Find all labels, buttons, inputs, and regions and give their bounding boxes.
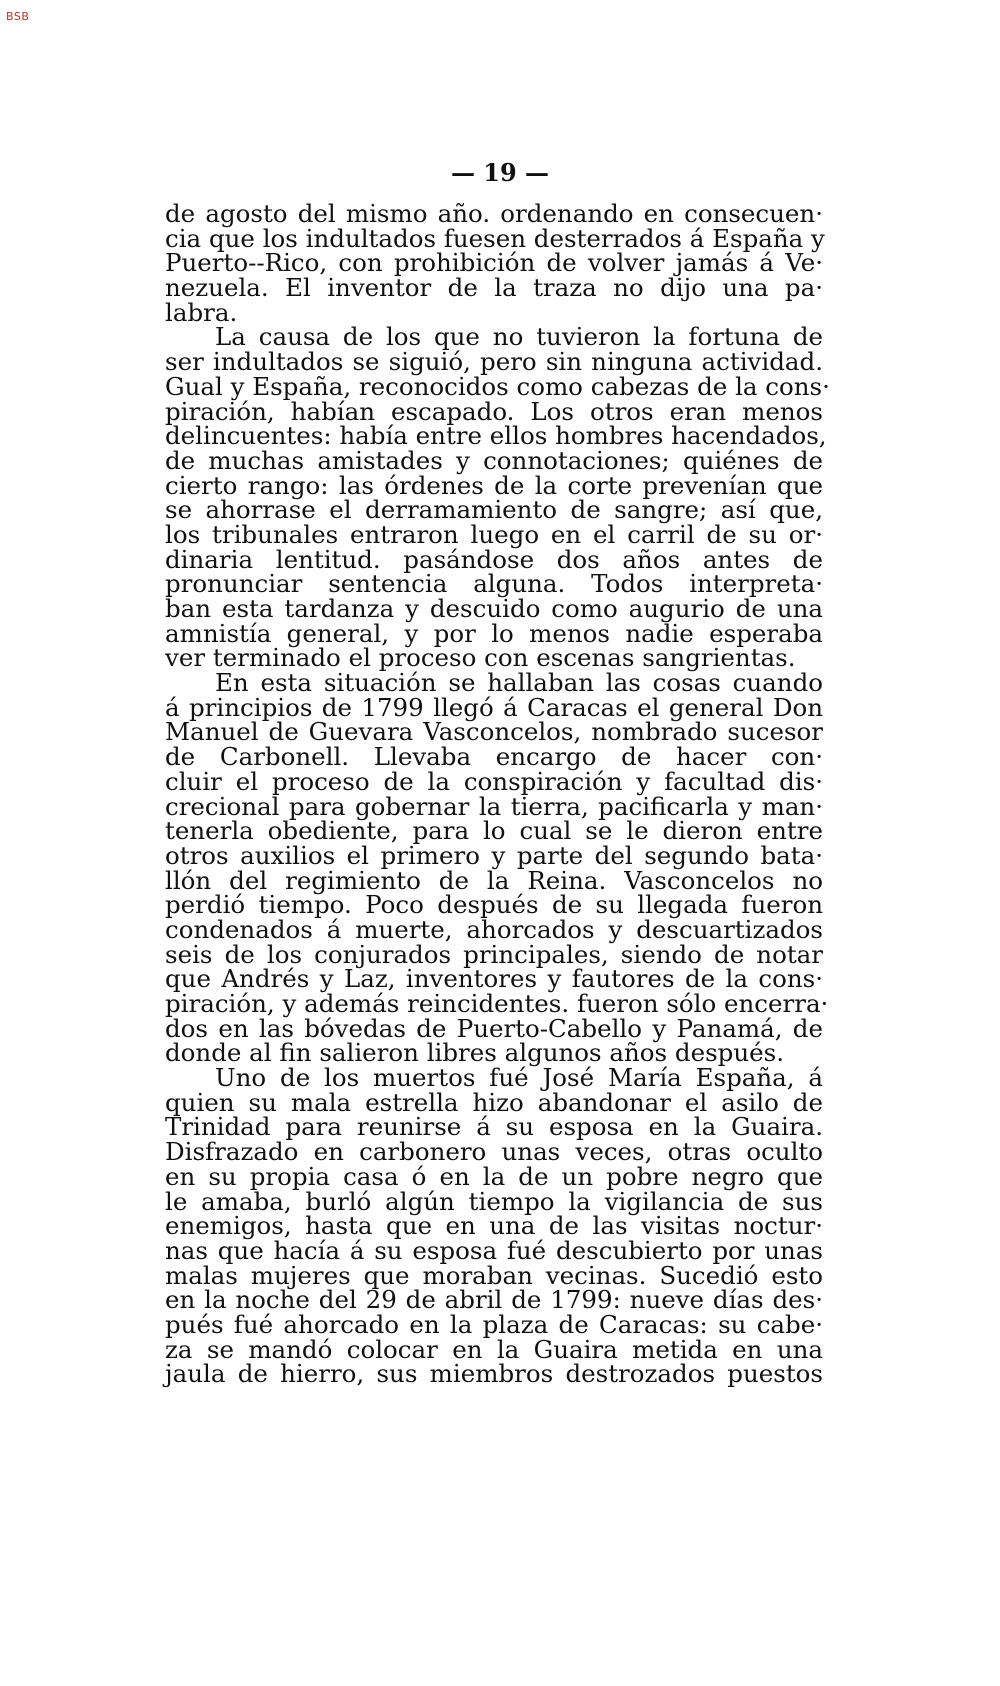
text-line: perdió tiempo. Poco después de su llegada fueron — [165, 890, 823, 920]
text-line: se ahorrase el derramamiento de sangre; así que, — [165, 495, 823, 525]
text-line: tenerla obediente, para lo cual se le dieron entre — [165, 816, 823, 846]
text-line: jaula de hierro, sus miembros destrozados puestos — [165, 1359, 823, 1389]
text-line: de Carbonell. Llevaba encargo de hacer con· — [165, 742, 823, 772]
text-line: Uno de los muertos fué José María España, á — [215, 1063, 823, 1093]
text-line: ser indultados se siguió, pero sin ninguna actividad. — [165, 347, 823, 377]
text-line: piración, y además reincidentes. fueron sólo encerra· — [165, 989, 829, 1018]
text-line: Puerto--Rico, con prohibición de volver jamás á Ve· — [165, 248, 823, 278]
text-line: cierto rango: las órdenes de la corte prevenían que — [165, 470, 823, 500]
text-line: nas que hacía á su esposa fué descubierto por unas — [165, 1235, 823, 1265]
text-line: dinaria lentitud. pasándose dos años antes de — [165, 544, 823, 574]
text-line: condenados á muerte, ahorcados y descuartizados — [165, 914, 823, 944]
text-line: Manuel de Guevara Vasconcelos, nombrado sucesor — [165, 717, 823, 747]
text-line: labra. — [165, 297, 238, 327]
text-line: en su propia casa ó en la de un pobre negro que — [165, 1161, 823, 1191]
text-line: piración, habían escapado. Los otros eran menos — [165, 396, 823, 426]
text-line: Trinidad para reunirse á su esposa en la Guaira. — [165, 1112, 823, 1142]
text-line: ban esta tardanza y descuido como augurio de una — [165, 594, 823, 623]
text-line: cluir el proceso de la conspiración y facultad dis· — [165, 766, 823, 796]
text-line: malas mujeres que moraban vecinas. Sucedió esto — [165, 1260, 823, 1290]
text-line: que Andrés y Laz, inventores y fautores de la cons· — [165, 964, 823, 994]
text-line: ver terminado el proceso con escenas sangrientas. — [165, 643, 796, 673]
text-line: los tribunales entraron luego en el carril de su or· — [165, 519, 823, 549]
text-line: La causa de los que no tuvieron la fortuna de — [215, 322, 823, 352]
text-line: en la noche del 29 de abril de 1799: nueve días des· — [165, 1285, 823, 1315]
text-line: á principios de 1799 llegó á Caracas el general Don — [165, 692, 823, 722]
text-line: cia que los indultados fuesen desterrados á España y — [165, 223, 825, 253]
text-line: llón del regimiento de la Reina. Vasconcelos no — [165, 865, 823, 895]
text-line: pronunciar sentencia alguna. Todos interpreta· — [165, 569, 823, 599]
text-line: nezuela. El inventor de la traza no dijo una pa· — [165, 273, 823, 303]
text-line: seis de los conjurados principales, siendo de notar — [165, 939, 823, 969]
text-line: dos en las bóvedas de Puerto-Cabello y Panamá, de — [165, 1013, 823, 1043]
library-stamp: BSB — [6, 10, 30, 23]
text-line: de agosto del mismo año. ordenando en consecuen· — [165, 199, 823, 228]
text-line: Gual y España, reconocidos como cabezas de la cons· — [165, 371, 830, 401]
text-line: amnistía general, y por lo menos nadie esperaba — [165, 618, 823, 648]
text-line: enemigos, hasta que en una de las visitas noctur· — [165, 1211, 823, 1241]
text-line: quien su mala estrella hizo abandonar el asilo de — [165, 1087, 823, 1117]
page-number: — 19 — — [450, 158, 550, 187]
text-line: de muchas amistades y connotaciones; quiénes de — [165, 445, 823, 475]
text-line: pués fué ahorcado en la plaza de Caracas: su cabe· — [165, 1309, 823, 1339]
text-line: za se mandó colocar en la Guaira metida en una — [165, 1334, 823, 1364]
text-line: Disfrazado en carbonero unas veces, otras oculto — [165, 1137, 823, 1167]
text-line: le amaba, burló algún tiempo la vigilancia de sus — [165, 1186, 823, 1216]
page-body-text — [165, 199, 830, 1389]
text-line: donde al fin salieron libres algunos años después. — [165, 1038, 784, 1068]
text-line: En esta situación se hallaban las cosas cuando — [215, 668, 823, 698]
text-line: crecional para gobernar la tierra, pacificarla y man· — [165, 791, 823, 821]
text-line: otros auxilios el primero y parte del segundo bata· — [165, 840, 823, 870]
text-line: delincuentes: había entre ellos hombres hacendados, — [165, 421, 827, 451]
